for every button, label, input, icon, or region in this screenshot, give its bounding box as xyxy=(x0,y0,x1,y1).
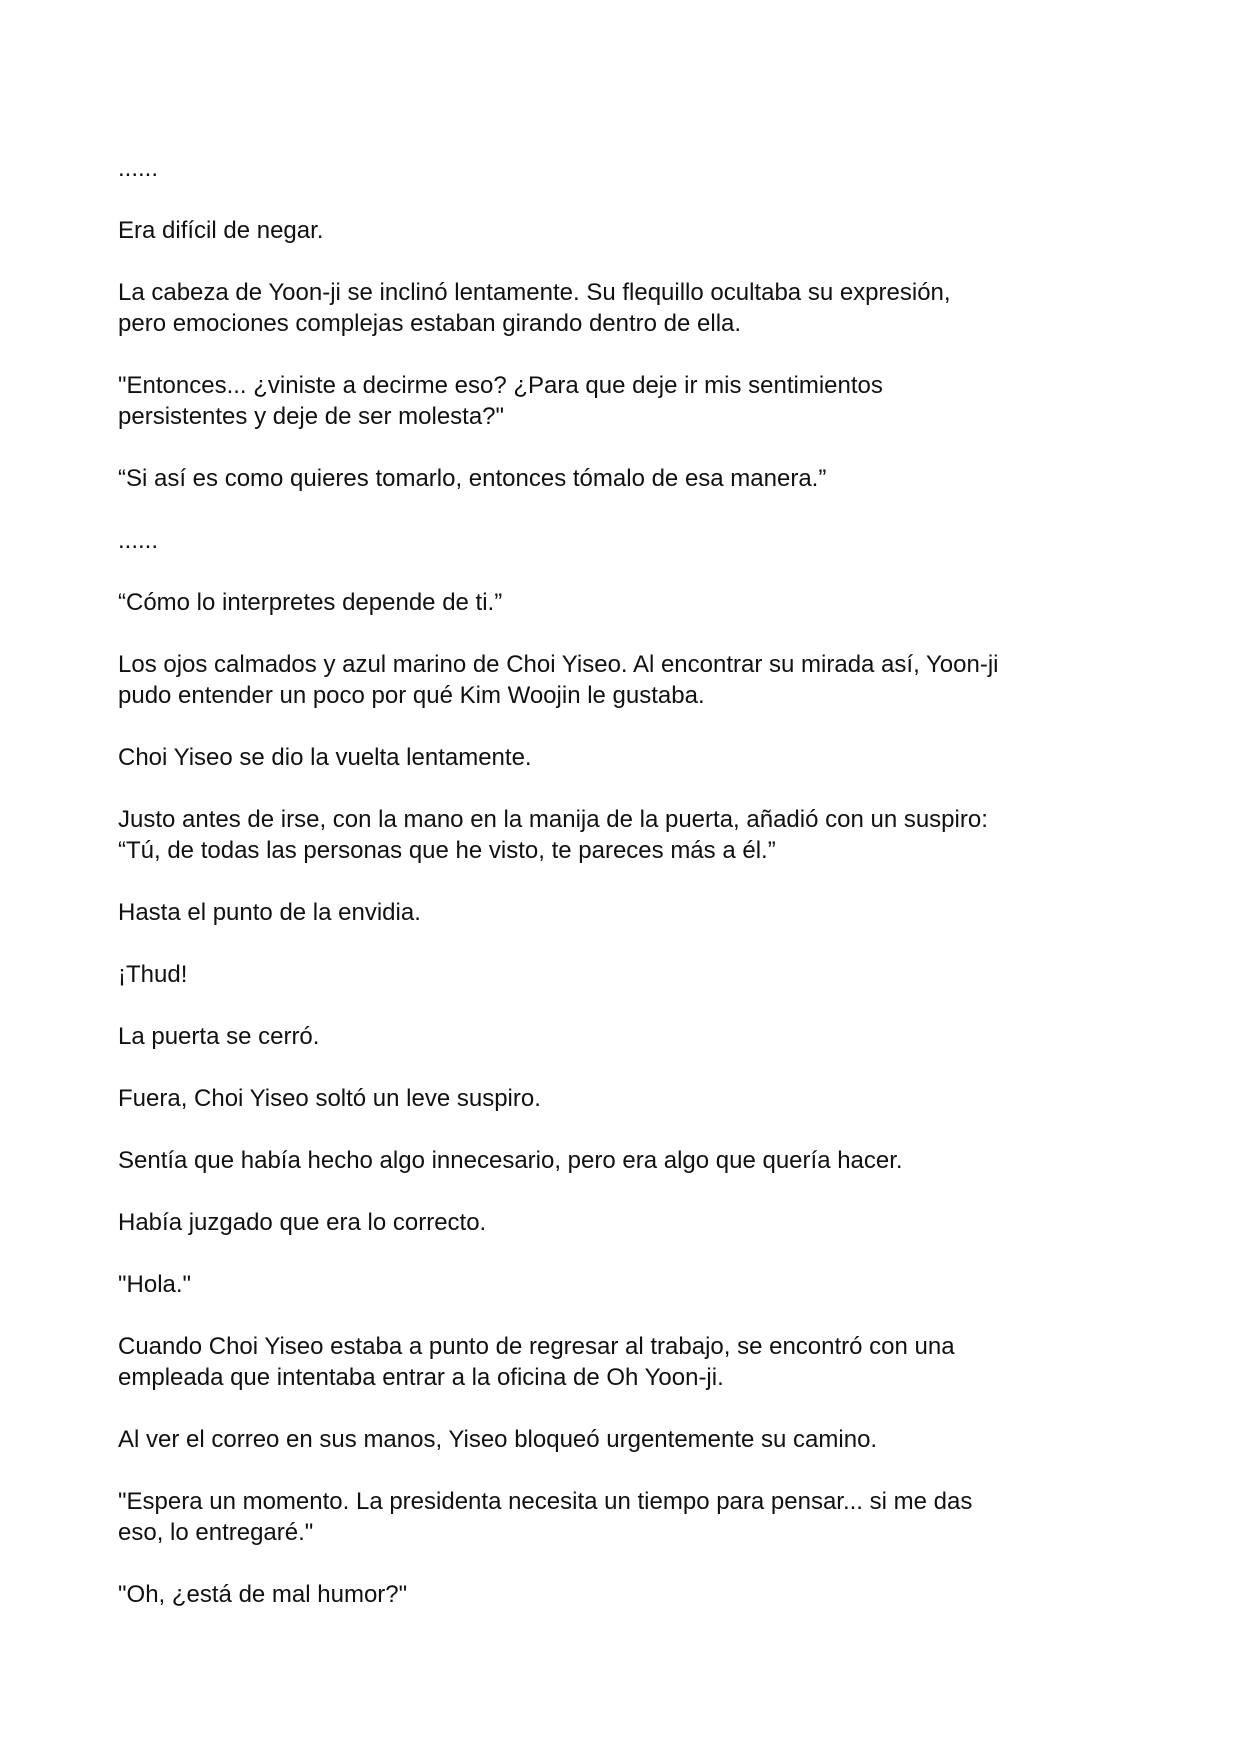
paragraph: Cuando Choi Yiseo estaba a punto de regresar al trabajo, se encontró con una empleada que intentaba entrar a la oficina de Oh Yoon-ji. xyxy=(118,1333,955,1391)
paragraph: Al ver el correo en sus manos, Yiseo bloqueó urgentemente su camino. xyxy=(118,1426,878,1453)
paragraph: ¡Thud! xyxy=(118,961,188,988)
paragraph: Fuera, Choi Yiseo soltó un leve suspiro. xyxy=(118,1085,541,1112)
paragraph: "Espera un momento. La presidenta necesita un tiempo para pensar... si me das eso, lo entregaré." xyxy=(118,1488,973,1546)
paragraph: ...... xyxy=(118,155,159,182)
paragraph: "Entonces... ¿viniste a decirme eso? ¿Para que deje ir mis sentimientos persistentes y deje de ser molesta?" xyxy=(118,372,883,430)
paragraph: Choi Yiseo se dio la vuelta lentamente. xyxy=(118,744,532,771)
paragraph: Los ojos calmados y azul marino de Choi Yiseo. Al encontrar su mirada así, Yoon-ji pudo entender un poco por qué Kim Woojin le gustaba. xyxy=(118,651,999,709)
paragraph: “Si así es como quieres tomarlo, entonces tómalo de esa manera.” xyxy=(118,465,827,492)
paragraph: Era difícil de negar. xyxy=(118,217,324,244)
document-body xyxy=(118,153,1138,1641)
paragraph: Había juzgado que era lo correcto. xyxy=(118,1209,487,1236)
paragraph: Hasta el punto de la envidia. xyxy=(118,899,421,926)
paragraph: “Cómo lo interpretes depende de ti.” xyxy=(118,589,503,616)
paragraph: ...... xyxy=(118,527,159,554)
paragraph: "Hola." xyxy=(118,1271,192,1298)
paragraph: Sentía que había hecho algo innecesario, pero era algo que quería hacer. xyxy=(118,1147,903,1174)
paragraph: La puerta se cerró. xyxy=(118,1023,320,1050)
paragraph: La cabeza de Yoon-ji se inclinó lentamente. Su flequillo ocultaba su expresión, pero emociones complejas estaban girando dentro de ella. xyxy=(118,279,951,337)
paragraph: "Oh, ¿está de mal humor?" xyxy=(118,1581,408,1608)
paragraph: Justo antes de irse, con la mano en la manija de la puerta, añadió con un suspiro: “Tú, de todas las personas que he visto, te pareces más a él.” xyxy=(118,806,988,864)
